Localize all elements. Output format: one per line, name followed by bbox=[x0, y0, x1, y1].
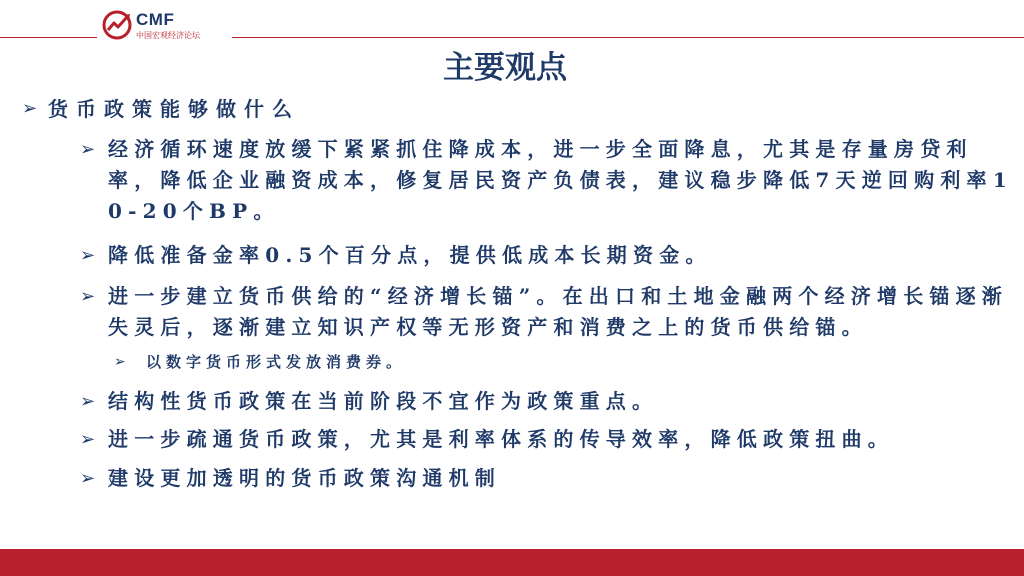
page-title: 主要观点 bbox=[443, 50, 567, 86]
logo-subtitle: 中国宏观经济论坛 bbox=[136, 31, 200, 40]
list-item-text: 建设更加透明的货币政策沟通机制 bbox=[108, 466, 501, 490]
footer-bar bbox=[0, 549, 1024, 576]
list-item-text: 货币政策能够做什么 bbox=[48, 97, 300, 121]
cmf-logo bbox=[100, 8, 232, 44]
bullet-arrow-icon: ➢ bbox=[22, 98, 46, 119]
bullet-arrow-icon: ➢ bbox=[80, 391, 102, 412]
list-item-text: 以数字货币形式发放消费券。 bbox=[146, 353, 407, 371]
cmf-chart-logo-icon bbox=[100, 8, 134, 42]
bullet-arrow-icon: ➢ bbox=[80, 245, 102, 266]
list-item-text: 结构性货币政策在当前阶段不宜作为政策重点。 bbox=[108, 389, 659, 413]
bullet-arrow-icon: ➢ bbox=[114, 354, 131, 370]
header-rule-right bbox=[232, 37, 1024, 38]
bullet-arrow-icon: ➢ bbox=[80, 286, 102, 307]
list-item-text: 进一步疏通货币政策，尤其是利率体系的传导效率，降低政策扭曲。 bbox=[108, 427, 894, 451]
list-item-text: 降低准备金率0.5个百分点，提供低成本长期资金。 bbox=[108, 243, 712, 267]
header-rule-left bbox=[0, 37, 97, 38]
bullet-arrow-icon: ➢ bbox=[80, 468, 102, 489]
bullet-arrow-icon: ➢ bbox=[80, 429, 102, 450]
logo-name: CMF bbox=[136, 10, 175, 29]
bullet-arrow-icon: ➢ bbox=[80, 139, 102, 160]
list-item-text: 进一步建立货币供给的“经济增长锚”。在出口和土地金融两个经济增长锚逐渐失灵后，逐渐建立知识产权等无形资产和消费之上的货币供给锚。 bbox=[108, 284, 1009, 339]
list-item-text: 经济循环速度放缓下紧紧抓住降成本，进一步全面降息，尤其是存量房贷利率，降低企业融资成本，修复居民资产负债表，建议稳步降低7天逆回购利率10-20个BP。 bbox=[108, 137, 1013, 223]
